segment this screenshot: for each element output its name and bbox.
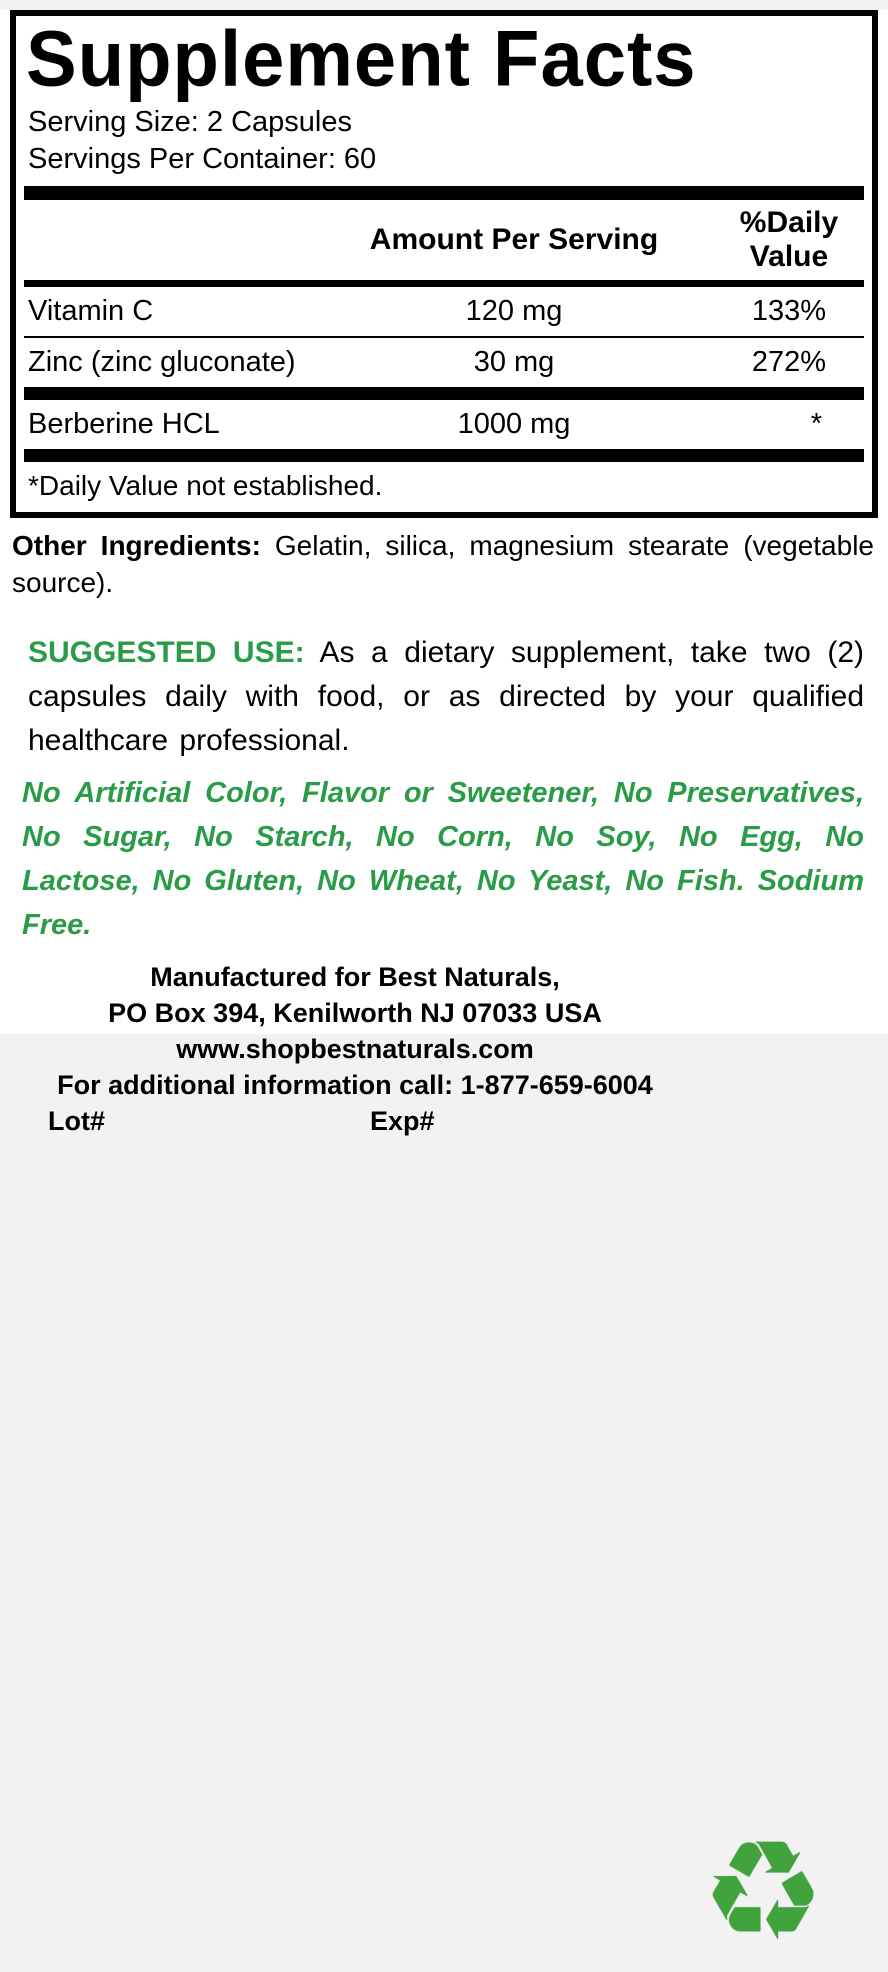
other-ingredients-label: Other Ingredients: xyxy=(12,530,261,561)
divider-thick-mid xyxy=(24,387,864,400)
nutrient-amount: 120 mg xyxy=(465,295,563,327)
divider-under-header xyxy=(24,280,864,287)
table-row-zinc xyxy=(24,338,864,387)
recycle-icon xyxy=(688,1811,838,1972)
header-daily-value: %Daily Value xyxy=(739,206,839,273)
supplement-facts-panel xyxy=(10,10,878,518)
suggested-use-label: SUGGESTED USE: xyxy=(28,636,305,669)
manufacturer-text xyxy=(0,959,710,1139)
exp-date-label: Exp# xyxy=(370,1106,435,1136)
servings-per-container: Servings Per Container: 60 xyxy=(28,143,377,175)
supplement-label xyxy=(0,10,888,1972)
free-of-claims: No Artificial Color, Flavor or Sweetener, No Preservatives, No Sugar, No Starch, No Corn, No Soy, No Egg, No Lactose, No Gluten, No Wheat, No Yeast, No Fish. Sodium Free. xyxy=(22,777,864,941)
panel-title: Supplement Facts xyxy=(26,14,697,104)
header-amount-per-serving: Amount Per Serving xyxy=(369,223,659,256)
serving-size: Serving Size: 2 Capsules xyxy=(28,106,352,138)
other-ingredients xyxy=(12,527,874,601)
divider-thick-top xyxy=(24,186,864,200)
daily-value-footnote: *Daily Value not established. xyxy=(28,470,383,501)
nutrient-daily-value: * xyxy=(810,408,822,440)
nutrient-name: Berberine HCL xyxy=(28,408,220,440)
table-header-row xyxy=(24,200,864,280)
nutrient-daily-value: 133% xyxy=(751,295,827,327)
table-row-vitamin-c xyxy=(24,287,864,336)
table-row-berberine xyxy=(24,400,864,449)
divider-thick-bottom xyxy=(24,449,864,462)
suggested-use-text: As a dietary supplement, take two (2) capsules daily with food, or as directed by your qualified healthcare professional. xyxy=(28,636,864,757)
website-text: www.shopbestnaturals.com xyxy=(176,1034,534,1064)
other-ingredients-text: Gelatin, silica, magnesium stearate (vegetable source). xyxy=(12,530,874,598)
lot-exp-row xyxy=(0,1103,710,1139)
recycle-glyph: ♻ xyxy=(701,1811,825,1972)
address-line: PO Box 394, Kenilworth NJ 07033 USA xyxy=(108,998,602,1028)
phone-line: For additional information call: 1-877-659-6004 xyxy=(57,1070,653,1100)
nutrient-amount: 30 mg xyxy=(473,346,555,378)
nutrient-name: Vitamin C xyxy=(28,295,154,327)
nutrient-daily-value: 272% xyxy=(751,346,827,378)
manufactured-for-line: Manufactured for Best Naturals, xyxy=(150,962,560,992)
nutrient-amount: 1000 mg xyxy=(457,408,571,440)
manufacturer-block xyxy=(0,959,888,1972)
suggested-use xyxy=(28,631,864,763)
nutrient-name: Zinc (zinc gluconate) xyxy=(28,346,296,378)
lot-number-label: Lot# xyxy=(48,1106,105,1136)
